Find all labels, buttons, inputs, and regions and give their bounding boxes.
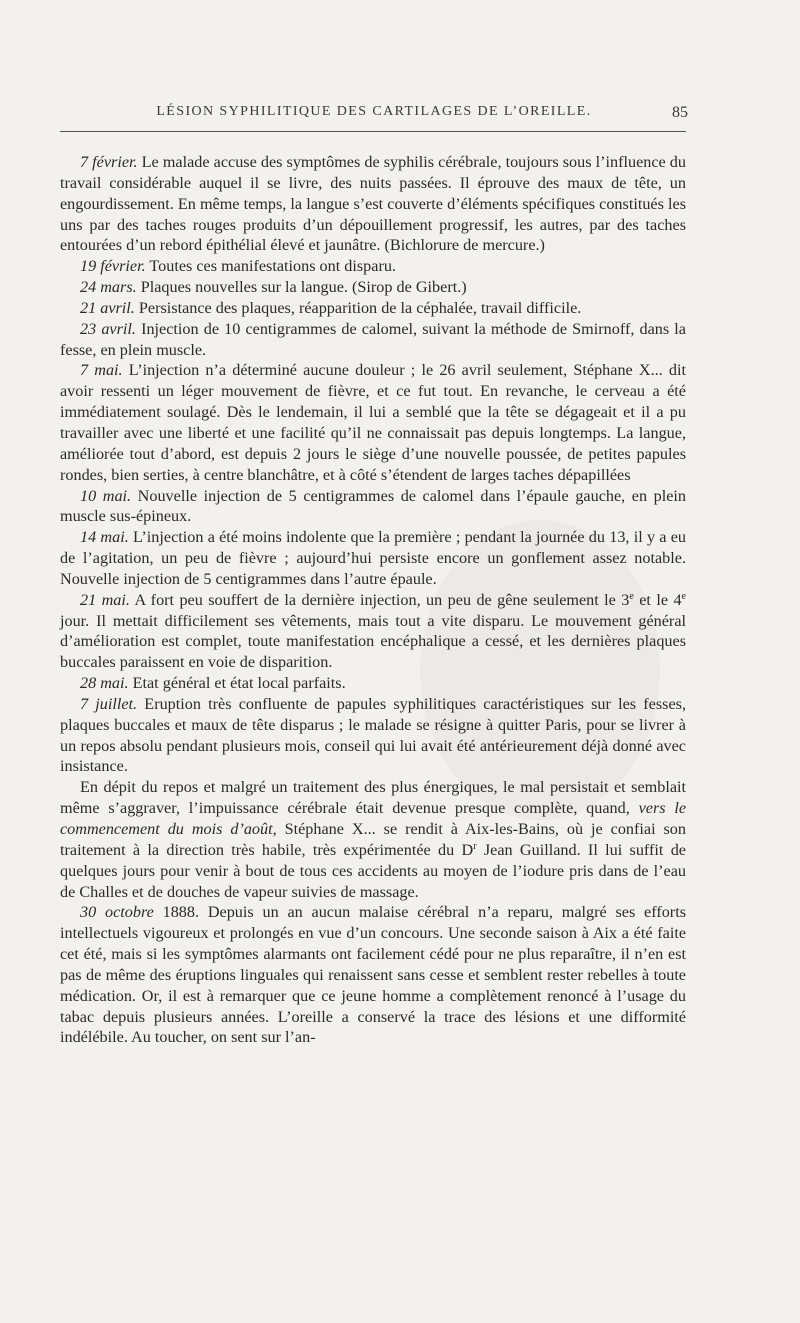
date-label: 14 mai. (80, 528, 129, 547)
date-label: 23 avril. (80, 319, 136, 338)
paragraph-text: Plaques nouvelles sur la langue. (Sirop de Gibert.) (136, 278, 467, 297)
paragraph-21-mai (60, 590, 686, 673)
paragraph-30-octobre (60, 902, 686, 1048)
date-label: 19 février. (80, 257, 146, 276)
paragraph-21-avril (60, 298, 686, 319)
date-label: 21 avril. (80, 298, 135, 317)
paragraph-14-mai (60, 527, 686, 590)
paragraph-text: jour. Il mettait difficilement ses vêtements, mais tout a vite disparu. Le mouvement général d’amélioration est complet, toute manifestation encéphalique a cessé, et les dernières plaques buccales paraissent en voie de disparition. (60, 611, 686, 672)
header-rule (60, 131, 686, 132)
superscript: e (681, 590, 686, 602)
body-text (60, 152, 686, 1048)
paragraph-text: Toutes ces manifestations ont disparu. (145, 257, 396, 276)
paragraph-text: 1888. Depuis un an aucun malaise cérébral n’a reparu, malgré ses efforts intellectuels vigoureux et prolongés en vue d’un concours. Une seconde saison à Aix a été faite cet été, mais si les symptômes alarmants ont facilement cédé pour ne plus reparaître, il n’en est pas de même des éruptions linguales qui renaissent sans cesse et semblent rester rebelles à toute médication. Or, il est à remarquer que ce jeune homme a complètement renoncé à l’usage du tabac depuis plusieurs années. L’oreille a conservé la trace des lésions et une difformité indélébile. Au toucher, on sent sur l’an- (60, 903, 686, 1047)
date-label: 28 mai. (80, 674, 129, 693)
paragraph-text: A fort peu souffert de la dernière injection, un peu de gêne seulement le 3 (129, 590, 630, 609)
date-label: 30 octobre (80, 903, 154, 922)
paragraph-7-fevrier (60, 152, 686, 256)
page-header (60, 104, 688, 130)
date-label: 10 mai. (80, 486, 132, 505)
date-label: 7 juillet. (80, 694, 138, 713)
paragraph-text: Eruption très confluente de papules syphilitiques caractéristiques sur les fesses, plaques buccales et maux de tête disparus ; le malade se résigne à quitter Paris, pour se livrer à un repos absolu pendant plusieurs mois, conseil qui lui avait été antérieurement déjà donné avec insistance. (60, 694, 686, 776)
running-title: LÉSION SYPHILITIQUE DES CARTILAGES DE L’OREILLE. (156, 104, 592, 119)
superscript: e (629, 590, 634, 602)
paragraph-text: L’injection n’a déterminé aucune douleur ; le 26 avril seulement, Stéphane X... dit avoir ressenti un léger mouvement de fièvre, et ce fut tout. En revanche, le cerveau a été immédiatement soulagé. Dès le lendemain, il lui a semblé que la tête se dégageait et il a pu travailler avec une liberté et une facilité qu’il ne connaissait pas depuis longtemps. La langue, améliorée tout d’abord, est depuis 2 jours le siège d’une nouvelle poussée, de petites papules rondes, bien serties, à centre blanchâtre, et à côté s’étendent de larges taches dépapillées (60, 361, 686, 484)
paragraph-text: et le 4 (633, 590, 682, 609)
paragraph-text: , Stéphane X... se rendit à Aix-les-Bains, où je confiai son traitement à la direction très habile, très expérimentée du D (60, 820, 686, 859)
paragraph-23-avril (60, 319, 686, 361)
paragraph-text: Injection de 10 centigrammes de calomel, suivant la méthode de Smirnoff, dans la fesse, en plein muscle. (60, 319, 686, 359)
paragraph-19-fevrier (60, 256, 686, 277)
date-label: 7 février. (80, 153, 138, 171)
italic-phrase: vers le commencement du mois d’août (60, 799, 687, 838)
paragraph-aix-les-bains (60, 777, 686, 902)
date-label: 7 mai. (80, 361, 123, 380)
paragraph-28-mai (60, 673, 686, 694)
paragraph-text: Jean Guilland. Il lui suffit de quelques jours pour venir à bout de tous ces accidents au moyen de l’iodure pris dans de l’eau de Challes et de douches de vapeur suivies de massage. (60, 840, 686, 901)
paragraph-24-mars (60, 277, 686, 298)
page-number: 85 (672, 104, 688, 121)
paragraph-text: Persistance des plaques, réapparition de la céphalée, travail difficile. (134, 298, 582, 317)
paragraph-text: Le malade accuse des symptômes de syphilis cérébrale, toujours sous l’influence du travail considérable auquel il se livre, des nuits passées. Il éprouve des maux de tête, un engourdissement. En même temps, la langue s’est couverte d’éléments spécifiques constitués les uns par des taches rouges produits d’un dépouillement progressif, les autres, par des taches entourées d’un rebord épithélial élevé et jaunâtre. (Bichlorure de mercure.) (60, 153, 686, 255)
paragraph-7-mai (60, 360, 686, 485)
paragraph-text: En dépit du repos et malgré un traitement des plus énergiques, le mal persistait et semblait même s’aggraver, l’impuissance cérébrale était devenue presque complète, quand, (60, 778, 686, 818)
paragraph-text: L’injection a été moins indolente que la première ; pendant la journée du 13, il y a eu de l’agitation, un peu de fièvre ; aujourd’hui persiste encore un gonflement assez notable. Nouvelle injection de 5 centigrammes dans l’autre épaule. (60, 528, 686, 588)
paragraph-text: Nouvelle injection de 5 centigrammes de calomel dans l’épaule gauche, en plein muscle sus-épineux. (60, 486, 686, 526)
date-label: 24 mars. (80, 278, 137, 297)
paragraph-7-juillet (60, 694, 686, 777)
paragraph-text: Etat général et état local parfaits. (128, 674, 346, 693)
paragraph-10-mai (60, 486, 686, 528)
superscript: r (473, 840, 477, 852)
date-label: 21 mai. (80, 590, 130, 609)
